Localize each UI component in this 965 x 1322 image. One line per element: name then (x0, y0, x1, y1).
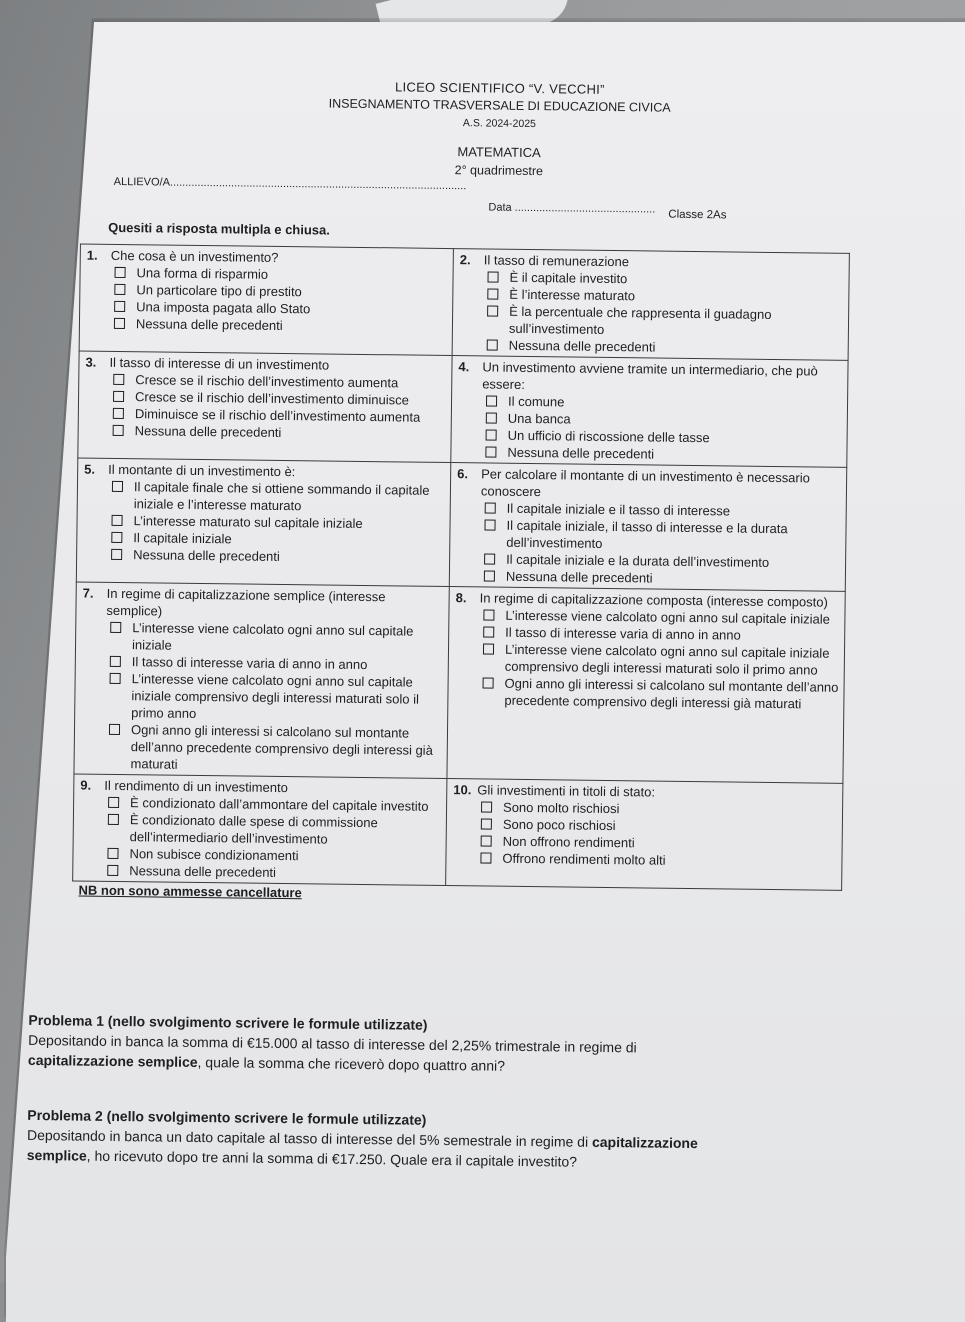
checkbox-icon[interactable] (486, 429, 497, 440)
answer-option[interactable] (480, 516, 841, 554)
problem-2-text: Depositando in banca un dato capitale al tasso di interesse del 5% semestrale in regime di capitalizzazione semplice, ho ricevuto dopo tre anni la somma di €17.250. Quale era il capitale investito? (26, 1126, 698, 1170)
checkbox-icon[interactable] (114, 318, 125, 329)
option-label: Ogni anno gli interessi si calcolano sul montante dell’anno precedente comprensivo degli interessi già maturati (130, 722, 433, 772)
question-cell (79, 244, 453, 356)
option-label: Nessuna delle precedenti (129, 863, 277, 880)
question-number: 3. (85, 354, 97, 370)
checkbox-icon[interactable] (486, 395, 497, 406)
option-label: Nessuna delle precedenti (507, 444, 655, 462)
option-label: Il tasso di interesse varia di anno in anno (505, 624, 741, 643)
option-label: Il tasso di interesse varia di anno in anno (131, 654, 368, 673)
option-label: Offrono rendimenti molto alti (502, 850, 666, 868)
question-cell (78, 351, 452, 463)
checkbox-icon[interactable] (480, 852, 491, 863)
checkbox-icon[interactable] (484, 553, 495, 564)
question-cell (451, 356, 848, 468)
option-label: L’interesse viene calcolato ogni anno sul capitale iniziale comprensivo degli interessi maturati solo il primo anno (131, 671, 420, 721)
answer-option[interactable] (107, 546, 445, 567)
school-name: LICEO SCIENTIFICO “V. VECCHI” (394, 79, 605, 97)
checkbox-icon[interactable] (111, 549, 122, 560)
option-label: È condizionato dalle spese di commissione dell’intermediario dell’investimento (129, 812, 378, 847)
question-text: In regime di capitalizzazione composta (interesse composto) (479, 590, 828, 610)
question-number: 5. (84, 461, 96, 477)
answer-option[interactable] (483, 302, 844, 340)
question-cell (74, 582, 449, 779)
questions-table (72, 244, 850, 908)
option-label: Ogni anno gli interessi si calcolano sul montante dell’anno precedente comprensivo degli interessi già maturati (504, 675, 839, 712)
question-title (457, 465, 842, 504)
checkbox-icon[interactable] (487, 271, 498, 282)
checkbox-icon[interactable] (113, 391, 124, 402)
question-number: 1. (86, 247, 98, 263)
checkbox-icon[interactable] (487, 339, 498, 350)
checkbox-icon[interactable] (483, 609, 494, 620)
checkbox-icon[interactable] (483, 626, 494, 637)
question-cell (447, 587, 845, 784)
checkbox-icon[interactable] (485, 502, 496, 513)
option-label: Il capitale iniziale e il tasso di interesse (506, 500, 731, 519)
section-title: Quesiti a risposta multipla e chiusa. (108, 219, 331, 238)
checkbox-icon[interactable] (108, 797, 119, 808)
nb-note: NB non sono ammesse cancellature (78, 882, 302, 901)
checkbox-icon[interactable] (107, 865, 118, 876)
answer-option[interactable] (105, 670, 444, 725)
checkbox-icon[interactable] (481, 818, 492, 829)
question-text: Il tasso di remunerazione (483, 252, 630, 270)
question-number: 2. (459, 252, 471, 268)
date-field: Data .............................................. (488, 201, 656, 216)
date-label: Data (488, 201, 512, 214)
question-text: Il montante di un investimento è: (108, 461, 296, 480)
checkbox-icon[interactable] (487, 288, 498, 299)
problem-2 (27, 1105, 828, 1175)
answer-option[interactable] (110, 315, 448, 336)
option-label: Nessuna delle precedenti (505, 568, 653, 586)
question-number: 7. (82, 585, 94, 601)
option-label: Il capitale iniziale (133, 530, 232, 547)
option-label: Nessuna delle precedenti (134, 423, 282, 440)
option-label: Un ufficio di riscossione delle tasse (507, 427, 710, 446)
problem-1 (28, 1010, 829, 1080)
question-number: 6. (457, 466, 469, 482)
checkbox-icon[interactable] (108, 814, 119, 825)
term: 2° quadrimestre (454, 163, 544, 179)
table-row (74, 582, 845, 783)
option-label: Il comune (507, 393, 565, 410)
option-label: Un particolare tipo di prestito (136, 282, 302, 300)
checkbox-icon[interactable] (114, 301, 125, 312)
option-label: L’interesse viene calcolato ogni anno sul capitale iniziale (505, 607, 831, 627)
question-cell (76, 458, 450, 587)
answer-option[interactable] (479, 640, 840, 678)
question-cell (446, 779, 843, 891)
problem-1-text: Depositando in banca la somma di €15.000 al tasso di interesse del 2,25% trimestrale in regime di capitalizzazione semplice, quale la somma che riceverò dopo quattro anni? (27, 1031, 637, 1074)
table-row (78, 351, 848, 467)
checkbox-icon[interactable] (487, 305, 498, 316)
answer-option[interactable] (106, 619, 444, 657)
option-label: Sono poco rischiosi (502, 816, 616, 834)
answer-option[interactable] (108, 478, 446, 516)
option-label: Il capitale iniziale e la durata dell’investimento (506, 551, 770, 570)
option-label: Una imposta pagata allo Stato (136, 299, 311, 317)
checkbox-icon[interactable] (110, 656, 121, 667)
option-label: Cresce se il rischio dell’investimento aumenta (135, 372, 399, 391)
question-text: Gli investimenti in titoli di stato: (477, 782, 656, 800)
option-label: Nessuna delle precedenti (133, 547, 280, 564)
option-label: Il capitale iniziale, il tasso di interesse e la durata dell’investimento (506, 517, 788, 551)
option-label: È il capitale investito (509, 269, 628, 287)
table-row (76, 458, 846, 591)
student-field: ALLIEVO/A................................................................................................. (113, 175, 467, 193)
checkbox-icon[interactable] (481, 801, 492, 812)
option-label: Il capitale finale che si ottiene sommando il capitale iniziale e l’interesse maturato (133, 479, 430, 514)
school-year: A.S. 2024-2025 (462, 117, 536, 131)
checkbox-icon[interactable] (107, 848, 118, 859)
checkbox-icon[interactable] (484, 570, 495, 581)
class-label: Classe 2As (668, 208, 727, 222)
question-number: 8. (455, 590, 467, 606)
option-label: Una forma di risparmio (136, 265, 269, 282)
checkbox-icon[interactable] (111, 515, 122, 526)
question-cell (73, 774, 447, 886)
checkbox-icon[interactable] (485, 446, 496, 457)
option-label: Diminuisce se il rischio dell’investimento aumenta (134, 406, 421, 425)
table-row (79, 244, 849, 360)
checkbox-icon[interactable] (113, 425, 124, 436)
question-number: 10. (453, 782, 472, 798)
checkbox-icon[interactable] (115, 267, 126, 278)
checkbox-icon[interactable] (483, 677, 494, 688)
option-label: Nessuna delle precedenti (508, 337, 656, 355)
question-text: Un investimento avviene tramite un intermediario, che può essere: (482, 359, 818, 392)
option-label: L’interesse viene calcolato ogni anno sul capitale iniziale (131, 620, 414, 653)
checkbox-icon[interactable] (112, 481, 123, 492)
checkbox-icon[interactable] (484, 519, 495, 530)
subject: MATEMATICA (457, 144, 541, 161)
question-text: In regime di capitalizzazione semplice (interesse semplice) (106, 585, 386, 619)
question-text: Il tasso di interesse di un investimento (109, 354, 330, 373)
checkbox-icon[interactable] (110, 622, 121, 633)
problem-1-title: Problema 1 (nello svolgimento scrivere le formule utilizzate) (28, 1011, 428, 1033)
student-label: ALLIEVO/A (113, 175, 171, 189)
question-number: 9. (80, 777, 92, 793)
checkbox-icon[interactable] (481, 835, 492, 846)
checkbox-icon[interactable] (110, 673, 121, 684)
checkbox-icon[interactable] (486, 412, 497, 423)
option-label: Sono molto rischiosi (502, 799, 620, 817)
answer-option[interactable] (104, 811, 442, 849)
problem-2-title: Problema 2 (nello svolgimento scrivere le formule utilizzate) (27, 1106, 427, 1128)
option-label: L’interesse maturato sul capitale iniziale (133, 513, 363, 531)
option-label: Cresce se il rischio dell’investimento diminuisce (134, 389, 409, 408)
question-title (82, 585, 444, 623)
checkbox-icon[interactable] (109, 724, 120, 735)
option-label: Nessuna delle precedenti (135, 316, 283, 333)
question-cell (452, 249, 849, 361)
checkbox-icon[interactable] (113, 408, 124, 419)
answer-option[interactable] (480, 567, 841, 588)
answer-option[interactable] (103, 862, 441, 883)
answer-option[interactable] (476, 849, 837, 870)
table-row (73, 774, 843, 890)
option-label: È condizionato dall’ammontare del capitale investito (130, 795, 429, 814)
question-title (458, 358, 843, 397)
option-label: È l’interesse maturato (509, 286, 636, 304)
checkbox-icon[interactable] (483, 643, 494, 654)
question-cell (449, 463, 846, 592)
question-text: Per calcolare il montante di un investimento è necessario conoscere (480, 466, 811, 500)
question-text: Che cosa è un investimento? (110, 247, 279, 265)
option-label: Una banca (507, 410, 571, 427)
option-label: Non offrono rendimenti (502, 833, 635, 851)
question-number: 4. (458, 359, 470, 375)
question-text: Il rendimento di un investimento (104, 777, 288, 796)
answer-option[interactable] (478, 674, 839, 712)
checkbox-icon[interactable] (114, 284, 125, 295)
course-name: INSEGNAMENTO TRASVERSALE DI EDUCAZIONE CIVICA (328, 96, 671, 115)
answer-option[interactable] (104, 721, 443, 776)
answer-option[interactable] (481, 443, 842, 464)
option-label: Non subisce condizionamenti (129, 846, 299, 864)
checkbox-icon[interactable] (113, 374, 124, 385)
checkbox-icon[interactable] (111, 532, 122, 543)
option-label: È la percentuale che rappresenta il guadagno sull’investimento (508, 303, 772, 337)
option-label: L’interesse viene calcolato ogni anno sul capitale iniziale comprensivo degli interessi maturati solo il primo anno (504, 641, 830, 678)
